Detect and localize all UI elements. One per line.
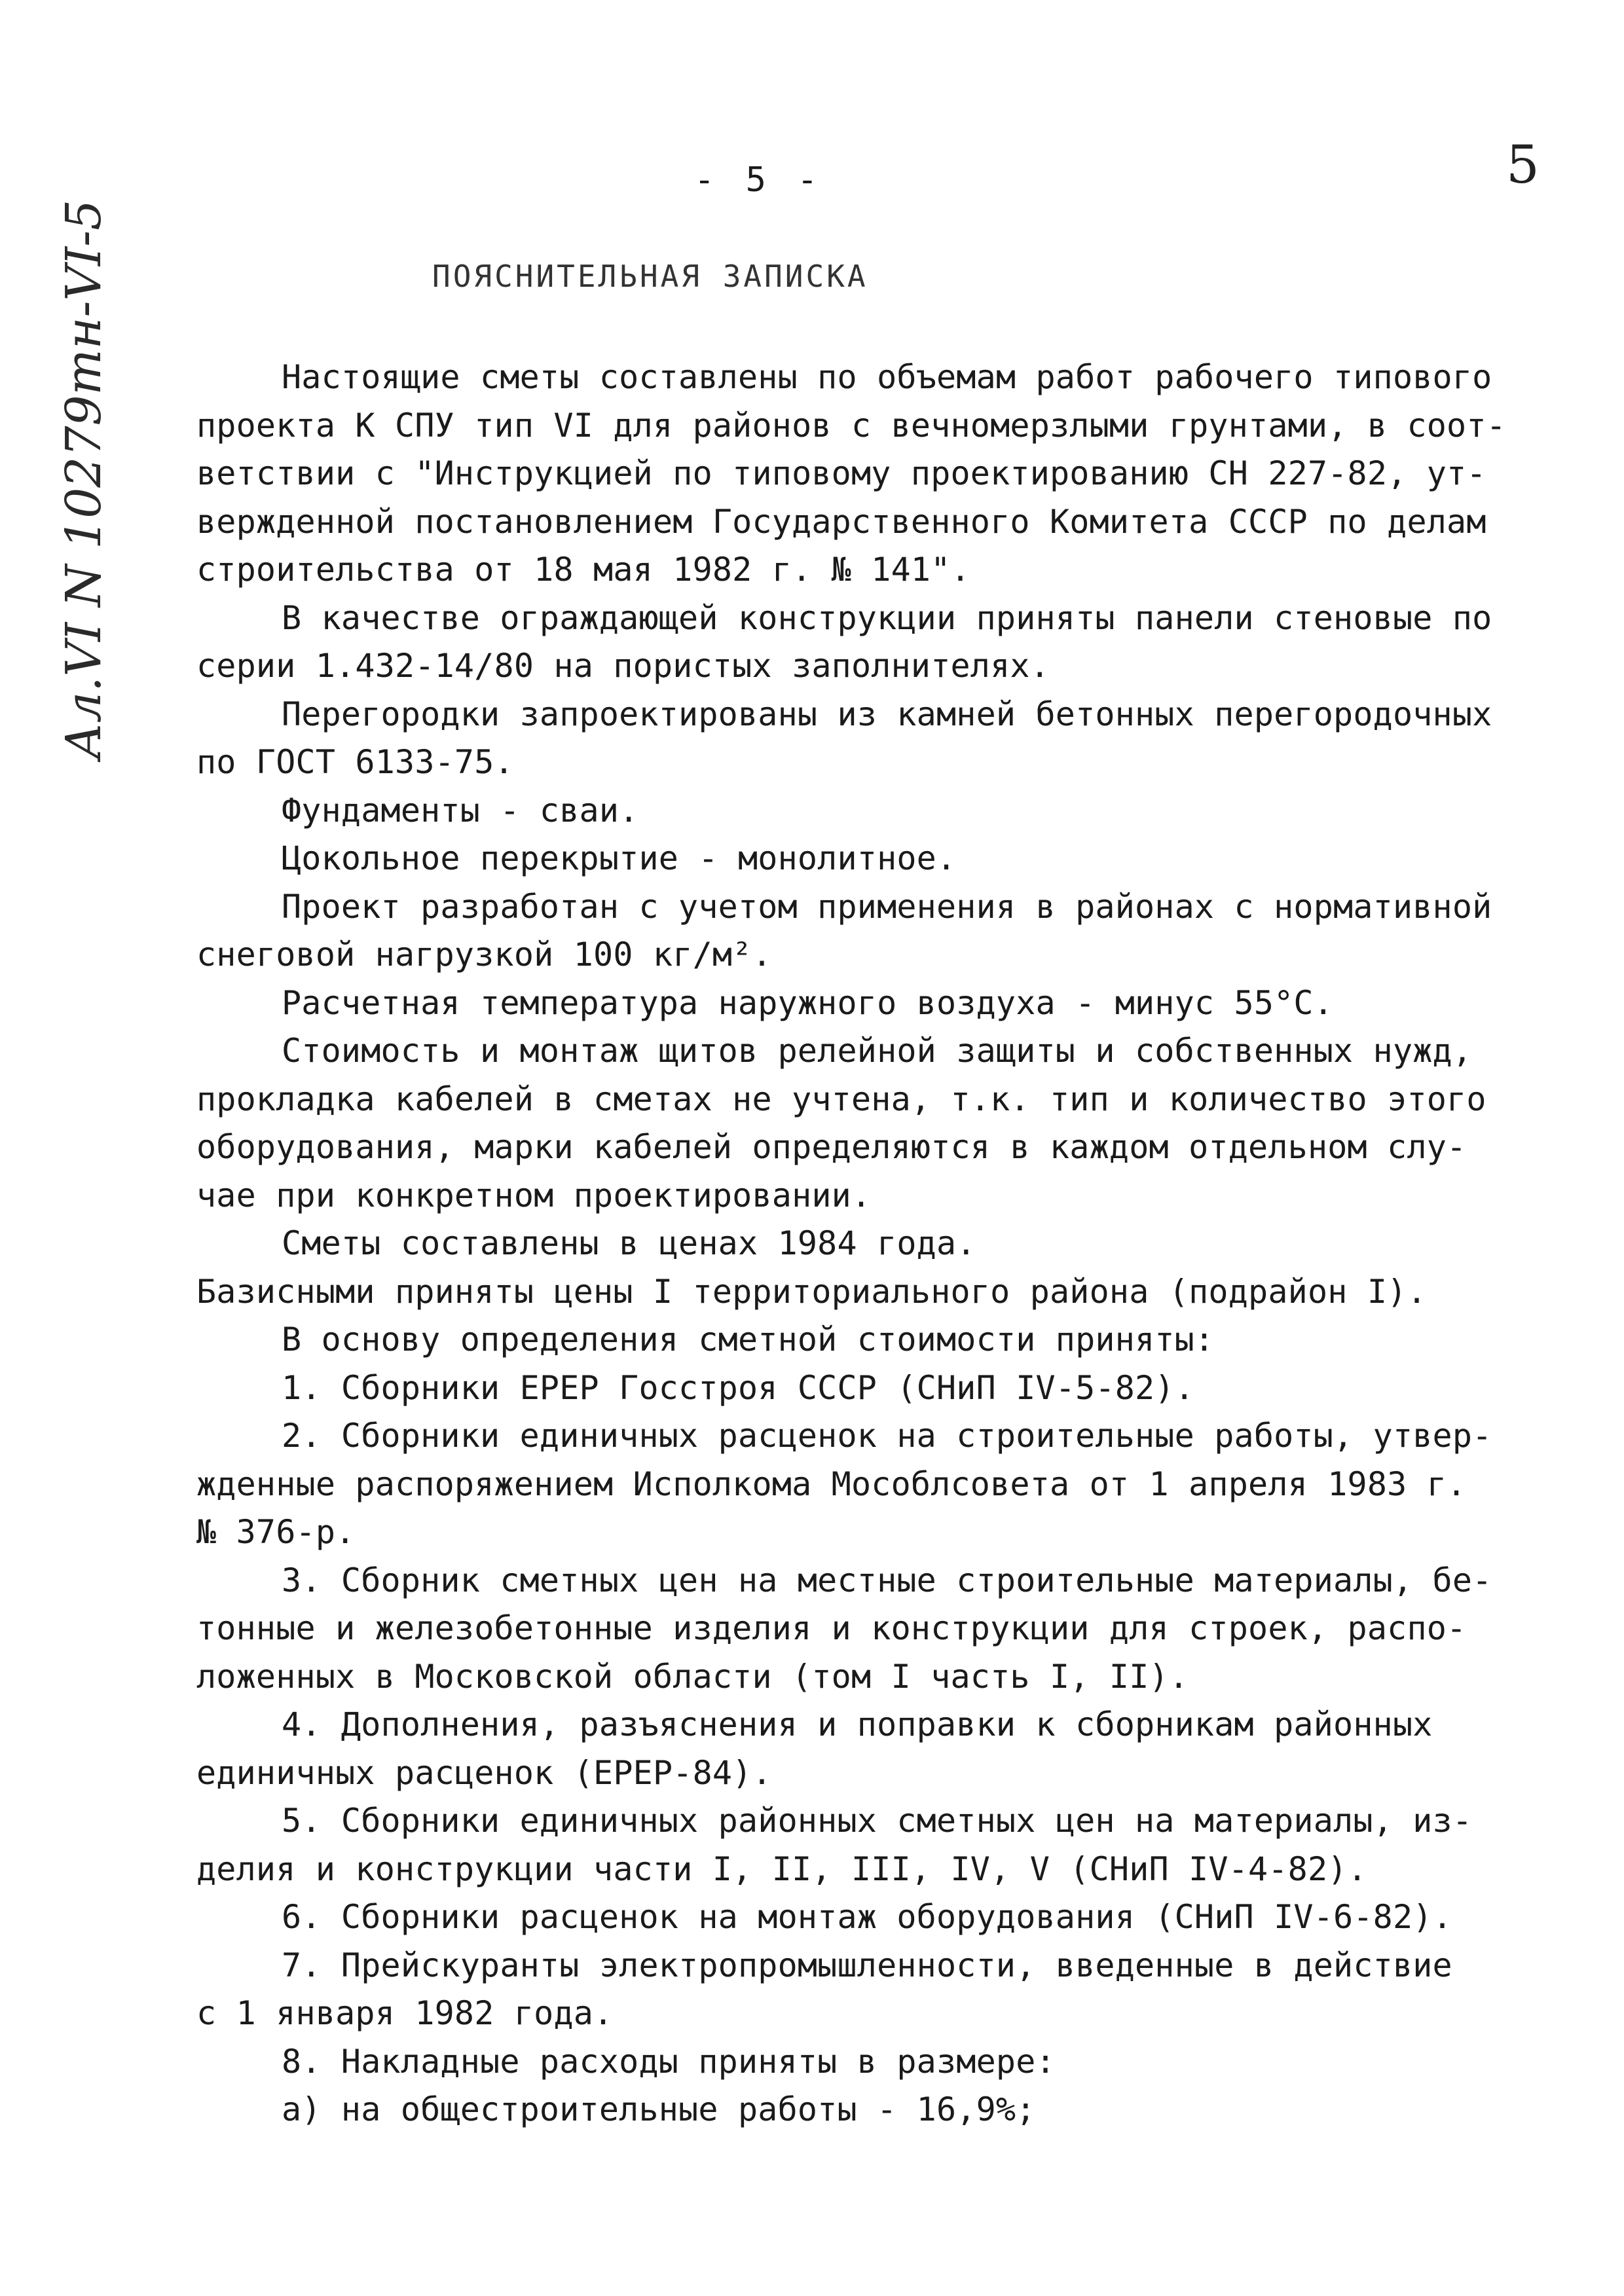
text-line: В основу определения сметной стоимости приняты: — [282, 1321, 1215, 1358]
text-line: делия и конструкции части I, II, III, IV, V (СНиП IV-4-82). — [196, 1850, 1367, 1888]
archive-stamp: Ал.VI N 10279тн-VI-5 — [56, 199, 112, 759]
text-line: ветствии с "Инструкцией по типовому проектированию СН 227-82, ут- — [196, 454, 1486, 492]
text-line: Перегородки запроектированы из камней бетонных перегородочных — [282, 695, 1492, 733]
text-line: 6. Сборники расценок на монтаж оборудования (СНиП IV-6-82). — [282, 1898, 1452, 1936]
text-line: Расчетная температура наружного воздуха - минус 55°С. — [282, 983, 1334, 1022]
text-line: а) на общестроительные работы - 16,9%; — [282, 2090, 1036, 2128]
text-line: 4. Дополнения, разъяснения и поправки к сборникам районных — [282, 1705, 1433, 1743]
text-line: 7. Прейскуранты электропромышленности, введенные в действие — [282, 1946, 1452, 1984]
text-line: по ГОСТ 6133-75. — [196, 743, 514, 781]
text-line: чае при конкретном проектировании. — [196, 1176, 872, 1214]
text-line: с 1 января 1982 года. — [196, 1994, 614, 2032]
text-line: Проект разработан с учетом применения в районах с нормативной — [282, 887, 1492, 926]
text-line: Стоимость и монтаж щитов релейной защиты и собственных нужд, — [282, 1032, 1473, 1070]
text-line: Фундаменты - сваи. — [282, 791, 639, 829]
body-text — [196, 354, 1545, 2134]
text-line: № 376-р. — [196, 1513, 356, 1551]
text-line: Цокольное перекрытие - монолитное. — [282, 839, 957, 877]
document-title: ПОЯСНИТЕЛЬНАЯ ЗАПИСКА — [432, 259, 868, 294]
text-line: Настоящие сметы составлены по объемам работ рабочего типового — [282, 358, 1492, 396]
text-line: 8. Накладные расходы приняты в размере: — [282, 2042, 1056, 2081]
text-line: ложенных в Московской области (том I часть I, II). — [196, 1657, 1189, 1696]
text-line: 2. Сборники единичных расценок на строительные работы, утвер- — [282, 1417, 1492, 1455]
text-line: прокладка кабелей в сметах не учтена, т.к. тип и количество этого — [196, 1080, 1486, 1118]
text-line: тонные и железобетонные изделия и конструкции для строек, распо- — [196, 1609, 1467, 1647]
text-line: строительства от 18 мая 1982 г. № 141". — [196, 551, 970, 589]
text-line: вержденной постановлением Государственного Комитета СССР по делам — [196, 502, 1486, 541]
text-line: серии 1.432-14/80 на пористых заполнителях. — [196, 647, 1050, 685]
page-number: 5 — [1506, 134, 1540, 195]
text-line: 5. Сборники единичных районных сметных цен на материалы, из- — [282, 1802, 1473, 1840]
text-line: оборудования, марки кабелей определяются в каждом отдельном слу- — [196, 1128, 1467, 1166]
text-line: Сметы составлены в ценах 1984 года. — [282, 1224, 976, 1262]
text-line: 3. Сборник сметных цен на местные строительные материалы, бе- — [282, 1561, 1492, 1599]
text-line: снеговой нагрузкой 100 кг/м². — [196, 936, 772, 974]
text-line: проекта К СПУ тип VI для районов с вечномерзлыми грунтами, в соот- — [196, 406, 1506, 445]
text-line: жденные распоряжением Исполкома Мособлсовета от 1 апреля 1983 г. — [196, 1465, 1467, 1503]
text-line: 1. Сборники ЕРЕР Госстроя СССР (СНиП IV-5-82). — [282, 1368, 1194, 1407]
text-line: Базисными приняты цены I территориального района (подрайон I). — [196, 1272, 1427, 1311]
text-line: В качестве ограждающей конструкции приняты панели стеновые по — [282, 598, 1492, 637]
page-marker: - 5 - — [694, 160, 823, 200]
text-line: единичных расценок (ЕРЕР-84). — [196, 1753, 772, 1792]
